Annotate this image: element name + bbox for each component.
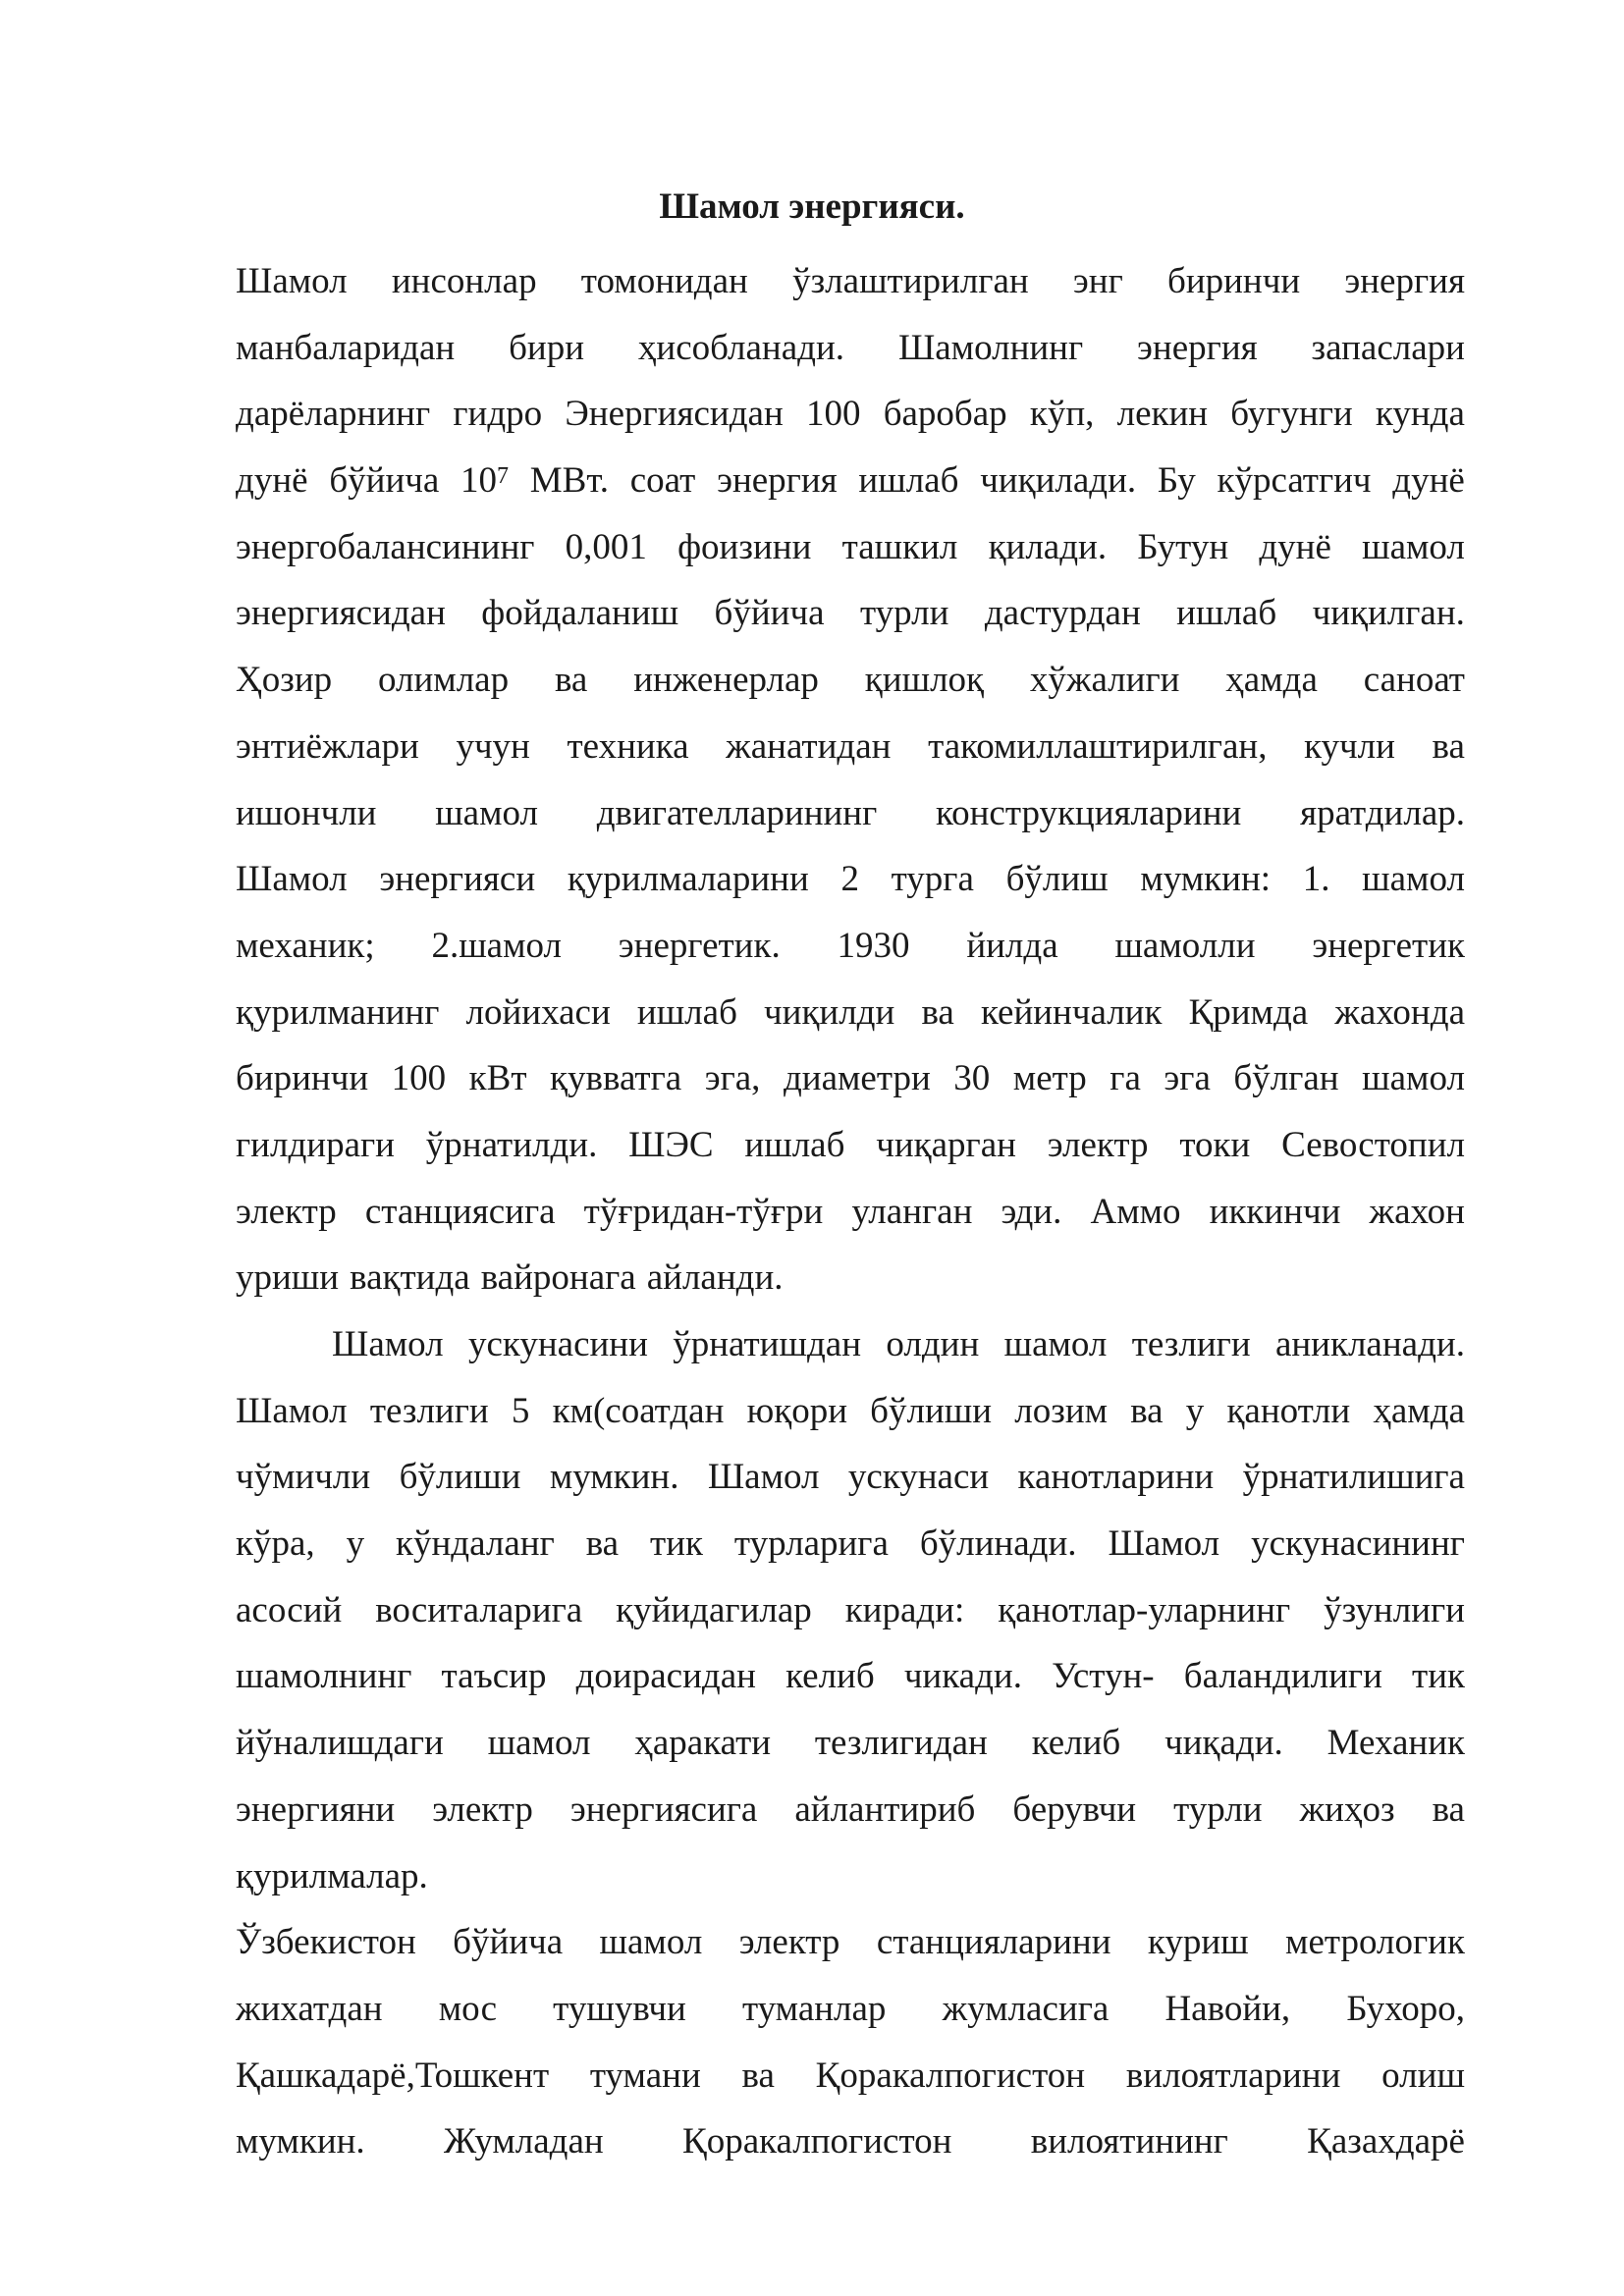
body-line: қурилмалар. bbox=[236, 1855, 428, 1896]
body-line: дунё бўйича $10^7$ МВт. соат энергия ишлаб чиқилади. Бу кўрсатгич дунё bbox=[236, 460, 1465, 502]
document-body bbox=[236, 248, 1465, 2175]
body-line: Қашкадарё,Тошкент тумани ва Қоракалпогистон вилоятларини олиш bbox=[236, 2055, 1465, 2096]
body-line: асосий воситаларига қуйидагилар киради: қанотлар-уларнинг ўзунлиги bbox=[236, 1589, 1465, 1630]
body-line: ишончли шамол двигателларининг конструкцияларини яратдилар. bbox=[236, 792, 1465, 833]
body-line: механик; 2.шамол энергетик. 1930 йилда шамолли энергетик bbox=[236, 925, 1465, 966]
body-line: энергияни электр энергиясига айлантириб берувчи турли жиҳоз ва bbox=[236, 1789, 1465, 1830]
body-line: уриши вақтида вайронага айланди. bbox=[236, 1257, 784, 1299]
body-line: Шамол инсонлар томонидан ўзлаштирилган энг биринчи энергия bbox=[236, 261, 1465, 301]
body-line: дарёларнинг гидро Энергиясидан 100 баробар кўп, лекин бугунги кунда bbox=[236, 394, 1465, 435]
body-line: Ҳозир олимлар ва инженерлар қишлоқ хўжалиги ҳамда саноат bbox=[236, 660, 1465, 701]
body-line: Шамол тезлиги 5 км(соатдан юқори бўлиши лозим ва у қанотли ҳамда bbox=[236, 1390, 1465, 1431]
body-line: мумкин. Жумладан Қоракалпогистон вилоятининг Қазахдарё bbox=[236, 2121, 1465, 2163]
body-line: кўра, у кўндаланг ва тик турларига бўлинади. Шамол ускунасининг bbox=[236, 1523, 1465, 1565]
body-line: электр станциясига тўғридан-тўғри уланган эди. Аммо иккинчи жахон bbox=[236, 1191, 1465, 1232]
body-line: жихатдан мос тушувчи туманлар жумласига Навойи, Бухоро, bbox=[236, 1988, 1465, 2029]
body-line: Шамол ускунасини ўрнатишдан олдин шамол тезлиги аникланади. bbox=[332, 1324, 1465, 1364]
body-line: энергобалансининг 0,001 фоизини ташкил қилади. Бутун дунё шамол bbox=[236, 526, 1465, 567]
body-line: биринчи 100 кВт қувватга эга, диаметри 30 метр га эга бўлган шамол bbox=[236, 1058, 1465, 1099]
body-line: қурилманинг лойихаси ишлаб чиқилди ва кейинчалик Қримда жахонда bbox=[236, 991, 1465, 1033]
body-line: йўналишдаги шамол ҳаракати тезлигидан келиб чиқади. Механик bbox=[236, 1723, 1465, 1764]
body-line: энтиёжлари учун техника жанатидан такомиллаштирилган, кучли ва bbox=[236, 725, 1465, 767]
body-line: гилдираги ўрнатилди. ШЭС ишлаб чиқарган электр токи Севостопил bbox=[236, 1124, 1465, 1165]
document-title: Шамол энергияси. bbox=[659, 187, 965, 227]
body-line: шамолнинг таъсир доирасидан келиб чикади. Устун- баландилиги тик bbox=[236, 1656, 1465, 1697]
body-line: манбаларидан бири ҳисобланади. Шамолнинг энергия запаслари bbox=[236, 327, 1465, 368]
body-line: энергиясидан фойдаланиш бўйича турли дастурдан ишлаб чиқилган. bbox=[236, 593, 1465, 634]
body-line: Шамол энергияси қурилмаларини 2 турга бўлиш мумкин: 1. шамол bbox=[236, 859, 1465, 900]
body-line: чўмичли бўлиши мумкин. Шамол ускунаси канотларини ўрнатилишига bbox=[236, 1457, 1465, 1498]
body-line: Ўзбекистон бўйича шамол электр станцияларини куриш метрологик bbox=[236, 1922, 1465, 1963]
